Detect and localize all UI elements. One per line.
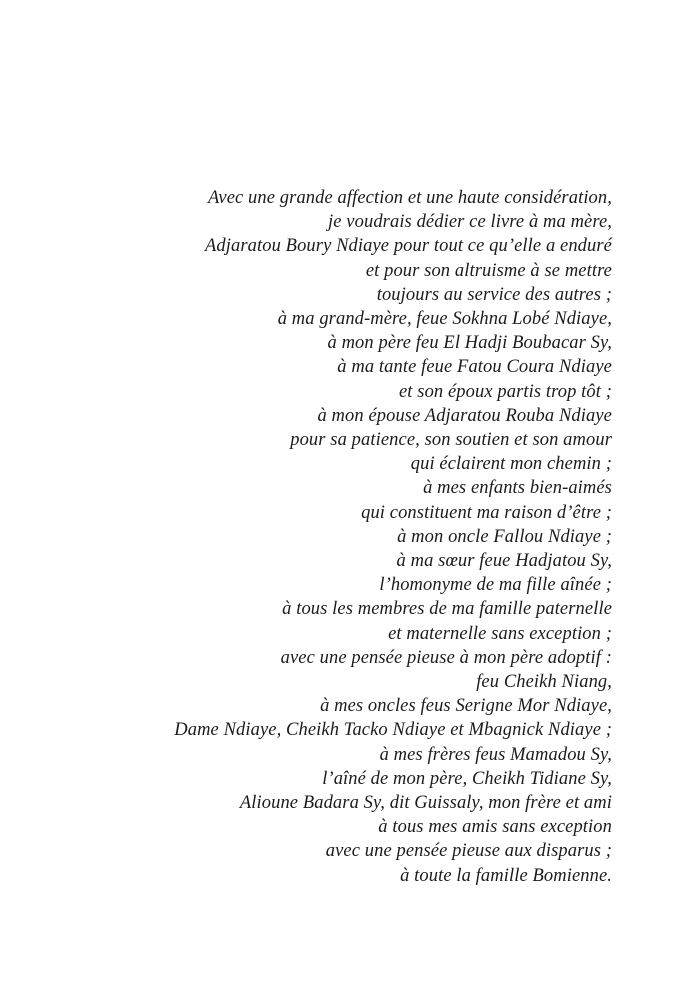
dedication-line: avec une pensée pieuse à mon père adoptif :	[280, 647, 612, 668]
dedication-line: à tous mes amis sans exception	[378, 817, 612, 838]
dedication-line: avec une pensée pieuse aux disparus ;	[325, 841, 612, 862]
dedication-line: à mon oncle Fallou Ndiaye ;	[397, 526, 612, 547]
dedication-line: et pour son altruisme à se mettre	[365, 260, 612, 281]
dedication-line: Avec une grande affection et une haute considération,	[208, 188, 612, 208]
dedication-line: à ma tante feue Fatou Coura Ndiaye	[337, 357, 612, 378]
dedication-line: feu Cheikh Niang,	[476, 672, 612, 693]
dedication-text-block	[20, 186, 612, 888]
dedication-line: à tous les membres de ma famille paternelle	[282, 599, 612, 620]
dedication-line: à ma sœur feue Hadjatou Sy,	[396, 551, 612, 572]
dedication-line: à ma grand-mère, feue Sokhna Lobé Ndiaye,	[277, 309, 612, 330]
dedication-line: pour sa patience, son soutien et son amour	[290, 430, 612, 451]
dedication-line: Adjaratou Boury Ndiaye pour tout ce qu’elle a enduré	[205, 236, 612, 257]
dedication-line: l’homonyme de ma fille aînée ;	[379, 575, 612, 596]
dedication-line: qui éclairent mon chemin ;	[410, 454, 612, 475]
dedication-line: à mes oncles feus Serigne Mor Ndiaye,	[320, 696, 612, 717]
dedication-line: Dame Ndiaye, Cheikh Tacko Ndiaye et Mbagnick Ndiaye ;	[174, 720, 612, 741]
dedication-line: à toute la famille Bomienne.	[400, 865, 612, 886]
dedication-line: à mon épouse Adjaratou Rouba Ndiaye	[317, 405, 612, 426]
dedication-line: à mes frères feus Mamadou Sy,	[379, 744, 612, 765]
dedication-line: l’aîné de mon père, Cheikh Tidiane Sy,	[322, 768, 612, 789]
dedication-line: qui constituent ma raison d’être ;	[361, 502, 612, 523]
dedication-line: je voudrais dédier ce livre à ma mère,	[328, 212, 612, 233]
dedication-line: et son époux partis trop tôt ;	[399, 381, 612, 402]
dedication-line: à mon père feu El Hadji Boubacar Sy,	[327, 333, 612, 354]
dedication-line: toujours au service des autres ;	[376, 284, 612, 305]
dedication-line: Alioune Badara Sy, dit Guissaly, mon frère et ami	[239, 793, 612, 814]
dedication-line: et maternelle sans exception ;	[388, 623, 612, 644]
dedication-line: à mes enfants bien-aimés	[423, 478, 612, 499]
